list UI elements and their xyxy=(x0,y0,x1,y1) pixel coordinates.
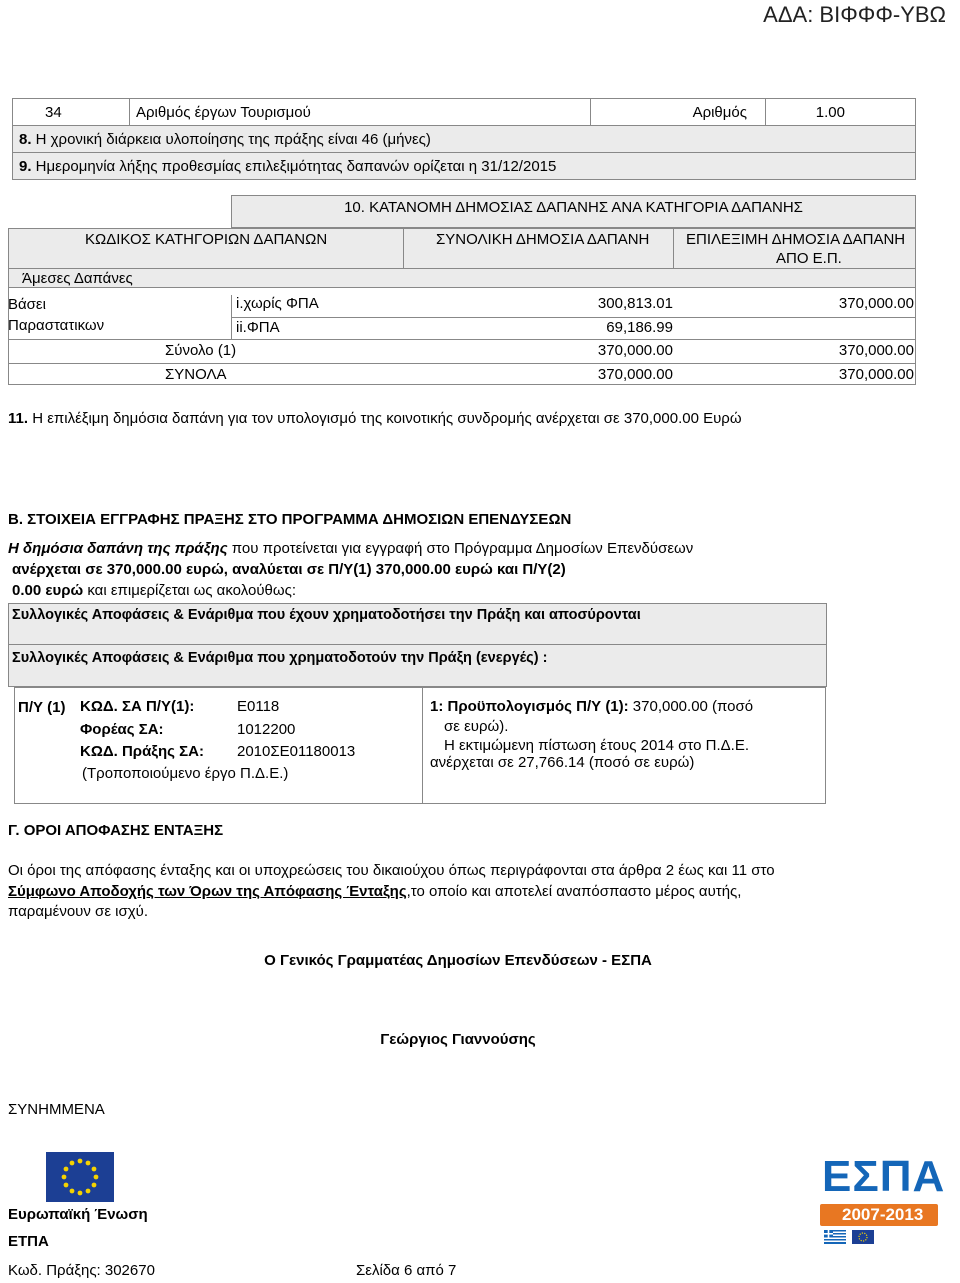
project-code: Κωδ. Πράξης: 302670 xyxy=(8,1262,155,1279)
eligible-expense-text: Η επιλέξιμη δημόσια δαπάνη για τον υπολογισμό της κοινοτικής συνδρομής ανέρχεται σε 370,000.00 Ευρώ xyxy=(28,410,742,427)
greek-flag-icon xyxy=(824,1230,846,1244)
section-c-line-1: Οι όροι της απόφασης ένταξης και οι υποχρεώσεις του δικαιούχου όπως περιγράφονται στα άρθρα 2 έως και 11 στο xyxy=(8,862,775,879)
espa-years: 2007-2013 xyxy=(842,1205,924,1224)
signatory-name: Γεώργιος Γιαννούσης xyxy=(380,1031,536,1048)
col-header-total: ΣΥΝΟΛΙΚΗ ΔΗΜΟΣΙΑ ΔΑΠΑΝΗ xyxy=(436,231,650,248)
budget-label: 1: Προϋπολογισμός Π/Υ (1): xyxy=(430,698,629,715)
kod-sa-label: ΚΩΔ. ΣΑ Π/Υ(1): xyxy=(80,698,195,715)
subtotal-total: 370,000.00 xyxy=(597,342,673,359)
eu-flag-icon xyxy=(46,1152,114,1202)
foreas-value: 1012200 xyxy=(237,721,296,738)
espa-logo-text: ΕΣΠΑ xyxy=(822,1152,946,1201)
acceptance-agreement-link: Σύμφωνο Αποδοχής των Όρων της Απόφασης Ένταξης xyxy=(8,883,407,900)
item-number: 9. xyxy=(19,157,32,175)
top-table xyxy=(12,98,916,180)
direct-expenses-label: Άμεσες Δαπάνες xyxy=(22,270,133,287)
modified-project-note: (Τροποποιούμενο έργο Π.Δ.Ε.) xyxy=(82,765,289,782)
active-decisions-label: Συλλογικές Αποφάσεις & Ενάριθμα που χρηματοδοτούν την Πράξη (ενεργές) : xyxy=(12,650,548,666)
amount-text: 0.00 ευρώ xyxy=(12,582,84,599)
withdrawn-decisions-label: Συλλογικές Αποφάσεις & Ενάριθμα που έχουν χρηματοδοτήσει την Πράξη και αποσύρονται xyxy=(12,607,641,623)
no-vat-total: 300,813.01 xyxy=(597,295,673,312)
totals-total: 370,000.00 xyxy=(597,366,673,383)
allocation-text: , αναλύεται σε Π/Υ(1) 370,000.00 ευρώ xyxy=(223,561,493,578)
totals-label: ΣΥΝΟΛΑ xyxy=(165,366,227,383)
row-number: 34 xyxy=(13,99,130,126)
section-c-line-3: παραμένουν σε ισχύ. xyxy=(8,903,149,920)
subtotal-label: Σύνολο (1) xyxy=(165,342,237,359)
item-11 xyxy=(8,410,742,427)
section-b-paragraph-1 xyxy=(8,540,693,557)
section-b-title: Β. ΣΤΟΙΧΕΙΑ ΕΓΓΡΑΦΗΣ ΠΡΑΞΗΣ ΣΤΟ ΠΡΟΓΡΑΜΜΑ ΔΗΜΟΣΙΩΝ ΕΠΕΝΔΥΣΕΩΝ xyxy=(8,511,572,528)
table-row xyxy=(13,153,916,180)
ada-code: ΑΔΑ: ΒΙΦΦΦ-ΥΒΩ xyxy=(763,2,946,27)
item-number: 11. xyxy=(8,410,29,427)
foreas-label: Φορέας ΣΑ: xyxy=(80,721,164,738)
credit-line-2: ανέρχεται σε 27,766.14 (ποσό σε ευρώ) xyxy=(430,754,695,771)
allocation-title: 10. ΚΑΤΑΝΟΜΗ ΔΗΜΟΣΙΑΣ ΔΑΠΑΝΗΣ ΑΝΑ ΚΑΤΗΓΟΡΙΑ ΔΑΠΑΝΗΣ xyxy=(344,199,803,216)
indicator-unit: Αριθμός xyxy=(591,99,766,126)
no-vat-eligible: 370,000.00 xyxy=(838,295,914,312)
item-number: 8. xyxy=(19,130,32,148)
indicator-value: 1.00 xyxy=(766,99,916,126)
vat-total: 69,186.99 xyxy=(606,319,673,336)
erdf-label: ΕΤΠΑ xyxy=(8,1233,49,1250)
no-vat-label: i.χωρίς ΦΠΑ xyxy=(236,295,319,312)
py-label: Π/Υ (1) xyxy=(18,699,66,716)
totals-eligible: 370,000.00 xyxy=(838,366,914,383)
subtotal-eligible: 370,000.00 xyxy=(838,342,914,359)
signatory-role: Ο Γενικός Γραμματέας Δημοσίων Επενδύσεων - ΕΣΠΑ xyxy=(264,952,652,969)
paragraph-text: ,το οποίο και αποτελεί αναπόσπαστο μέρος αυτής, xyxy=(406,883,742,900)
section-b-paragraph-3 xyxy=(12,582,296,599)
kod-sa-value: Ε0118 xyxy=(237,698,280,715)
basis-label: Βάσει xyxy=(8,296,46,313)
kod-praxis-value: 2010ΣΕ01180013 xyxy=(237,743,356,760)
col-header-eligible: ΕΠΙΛΕΞΙΜΗ ΔΗΜΟΣΙΑ ΔΑΠΑΝΗ xyxy=(686,231,906,248)
amount-text: ανέρχεται σε 370,000.00 ευρώ xyxy=(12,561,224,578)
eu-mini-flag-icon xyxy=(852,1230,874,1244)
budget-line-2: σε ευρώ). xyxy=(444,718,509,735)
kod-praxis-label: ΚΩΔ. Πράξης ΣΑ: xyxy=(80,743,204,760)
section-c-title: Γ. ΟΡΟΙ ΑΠΟΦΑΣΗΣ ΕΝΤΑΞΗΣ xyxy=(8,822,224,839)
public-expense-phrase: Η δημόσια δαπάνη της πράξης xyxy=(8,540,228,557)
section-b-paragraph-2 xyxy=(12,561,566,578)
col-header-eligible-sub: ΑΠΟ Ε.Π. xyxy=(776,250,842,267)
budget-line xyxy=(430,698,753,715)
credit-line-1: Η εκτιμώμενη πίστωση έτους 2014 στο Π.Δ.Ε. xyxy=(444,737,749,754)
section-c-line-2 xyxy=(8,883,741,900)
eu-label: Ευρωπαϊκή Ένωση xyxy=(8,1206,148,1223)
basis-label-2: Παραστατικων xyxy=(8,317,105,334)
deadline-text: Ημερομηνία λήξης προθεσμίας επιλεξιμότητας δαπανών ορίζεται η 31/12/2015 xyxy=(31,157,557,175)
table-row xyxy=(13,99,916,126)
duration-text: Η χρονική διάρκεια υλοποίησης της πράξης είναι 46 (μήνες) xyxy=(31,130,431,148)
espa-logo xyxy=(820,1152,946,1244)
budget-2-text: και Π/Υ(2) xyxy=(492,561,566,578)
page-number: Σελίδα 6 από 7 xyxy=(356,1262,457,1279)
attachments-label: ΣΥΝΗΜΜΕΝΑ xyxy=(8,1101,105,1118)
paragraph-text: που προτείνεται για εγγραφή στο Πρόγραμμα Δημοσίων Επενδύσεων xyxy=(227,540,694,557)
indicator-label: Αριθμός έργων Τουρισμού xyxy=(130,99,591,126)
budget-value: 370,000.00 (ποσό xyxy=(628,698,754,715)
vat-label: ii.ΦΠΑ xyxy=(236,319,280,336)
paragraph-text: και επιμερίζεται ως ακολούθως: xyxy=(83,582,296,599)
col-header-category: ΚΩΔΙΚΟΣ ΚΑΤΗΓΟΡΙΩΝ ΔΑΠΑΝΩΝ xyxy=(85,231,328,248)
table-row xyxy=(13,126,916,153)
